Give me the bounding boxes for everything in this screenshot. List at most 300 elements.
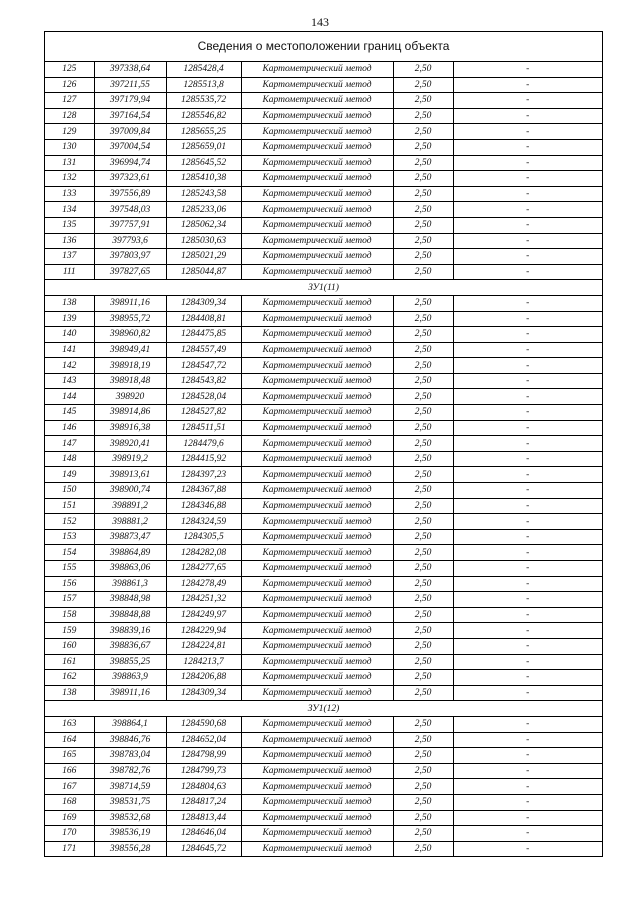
method-cell: Картометрический метод [241, 264, 393, 280]
point-number: 166 [45, 763, 94, 779]
method-cell: Картометрический метод [241, 826, 393, 842]
y-coordinate: 1284813,44 [166, 810, 241, 826]
point-number: 171 [45, 841, 94, 856]
precision-cell: 2,50 [393, 108, 453, 124]
precision-cell: 2,50 [393, 732, 453, 748]
table-row [45, 623, 602, 639]
description-cell: - [453, 607, 602, 623]
description-cell: - [453, 592, 602, 608]
precision-cell: 2,50 [393, 794, 453, 810]
description-cell: - [453, 545, 602, 561]
description-cell: - [453, 826, 602, 842]
y-coordinate: 1285645,52 [166, 155, 241, 171]
method-cell: Картометрический метод [241, 716, 393, 732]
table-row [45, 342, 602, 358]
point-number: 135 [45, 217, 94, 233]
y-coordinate: 1284367,88 [166, 483, 241, 499]
section-row [45, 701, 602, 717]
description-cell: - [453, 327, 602, 343]
point-number: 168 [45, 794, 94, 810]
method-cell: Картометрический метод [241, 514, 393, 530]
x-coordinate: 398848,98 [94, 592, 166, 608]
y-coordinate: 1285428,4 [166, 62, 241, 77]
method-cell: Картометрический метод [241, 155, 393, 171]
point-number: 137 [45, 249, 94, 265]
description-cell: - [453, 483, 602, 499]
description-cell: - [453, 841, 602, 856]
y-coordinate: 1285243,58 [166, 186, 241, 202]
point-number: 144 [45, 389, 94, 405]
table-row [45, 638, 602, 654]
description-cell: - [453, 93, 602, 109]
description-cell: - [453, 794, 602, 810]
x-coordinate: 398920,41 [94, 436, 166, 452]
precision-cell: 2,50 [393, 77, 453, 93]
table-row [45, 794, 602, 810]
table-row [45, 264, 602, 280]
description-cell: - [453, 779, 602, 795]
y-coordinate: 1284229,94 [166, 623, 241, 639]
description-cell: - [453, 623, 602, 639]
y-coordinate: 1284324,59 [166, 514, 241, 530]
method-cell: Картометрический метод [241, 62, 393, 77]
table-row [45, 139, 602, 155]
precision-cell: 2,50 [393, 249, 453, 265]
y-coordinate: 1284646,04 [166, 826, 241, 842]
table-row [45, 607, 602, 623]
point-number: 147 [45, 436, 94, 452]
table-heading: Сведения о местоположении границ объекта [45, 32, 602, 62]
point-number: 148 [45, 451, 94, 467]
method-cell: Картометрический метод [241, 171, 393, 187]
description-cell: - [453, 62, 602, 77]
x-coordinate: 397179,94 [94, 93, 166, 109]
precision-cell: 2,50 [393, 545, 453, 561]
y-coordinate: 1284479,6 [166, 436, 241, 452]
table-row [45, 389, 602, 405]
precision-cell: 2,50 [393, 841, 453, 856]
description-cell: - [453, 373, 602, 389]
precision-cell: 2,50 [393, 483, 453, 499]
table-row [45, 810, 602, 826]
y-coordinate: 1285021,29 [166, 249, 241, 265]
point-number: 158 [45, 607, 94, 623]
precision-cell: 2,50 [393, 763, 453, 779]
point-number: 130 [45, 139, 94, 155]
point-number: 127 [45, 93, 94, 109]
precision-cell: 2,50 [393, 638, 453, 654]
x-coordinate: 398863,06 [94, 561, 166, 577]
table-row [45, 373, 602, 389]
point-number: 160 [45, 638, 94, 654]
y-coordinate: 1285546,82 [166, 108, 241, 124]
method-cell: Картометрический метод [241, 217, 393, 233]
y-coordinate: 1284278,49 [166, 576, 241, 592]
precision-cell: 2,50 [393, 420, 453, 436]
y-coordinate: 1284224,81 [166, 638, 241, 654]
description-cell: - [453, 358, 602, 374]
description-cell: - [453, 451, 602, 467]
precision-cell: 2,50 [393, 62, 453, 77]
y-coordinate: 1284543,82 [166, 373, 241, 389]
precision-cell: 2,50 [393, 607, 453, 623]
precision-cell: 2,50 [393, 358, 453, 374]
x-coordinate: 398891,2 [94, 498, 166, 514]
x-coordinate: 398918,19 [94, 358, 166, 374]
y-coordinate: 1285030,63 [166, 233, 241, 249]
method-cell: Картометрический метод [241, 607, 393, 623]
point-number: 132 [45, 171, 94, 187]
method-cell: Картометрический метод [241, 405, 393, 421]
table-row [45, 311, 602, 327]
table-row [45, 171, 602, 187]
point-number: 151 [45, 498, 94, 514]
y-coordinate: 1284798,99 [166, 748, 241, 764]
precision-cell: 2,50 [393, 295, 453, 311]
table-row [45, 327, 602, 343]
description-cell: - [453, 670, 602, 686]
y-coordinate: 1284305,5 [166, 529, 241, 545]
method-cell: Картометрический метод [241, 124, 393, 140]
coordinates-table [45, 62, 602, 856]
table-row [45, 748, 602, 764]
precision-cell: 2,50 [393, 124, 453, 140]
table-row [45, 561, 602, 577]
x-coordinate: 398881,2 [94, 514, 166, 530]
description-cell: - [453, 124, 602, 140]
page-number: 143 [311, 15, 329, 29]
method-cell: Картометрический метод [241, 498, 393, 514]
x-coordinate: 398531,75 [94, 794, 166, 810]
point-number: 138 [45, 295, 94, 311]
description-cell: - [453, 233, 602, 249]
precision-cell: 2,50 [393, 779, 453, 795]
table-row [45, 405, 602, 421]
precision-cell: 2,50 [393, 186, 453, 202]
precision-cell: 2,50 [393, 202, 453, 218]
method-cell: Картометрический метод [241, 311, 393, 327]
x-coordinate: 397164,54 [94, 108, 166, 124]
table-row [45, 498, 602, 514]
description-cell: - [453, 748, 602, 764]
point-number: 126 [45, 77, 94, 93]
x-coordinate: 397338,64 [94, 62, 166, 77]
table-row [45, 155, 602, 171]
x-coordinate: 397004,54 [94, 139, 166, 155]
x-coordinate: 397757,91 [94, 217, 166, 233]
x-coordinate: 398949,41 [94, 342, 166, 358]
precision-cell: 2,50 [393, 670, 453, 686]
table-row [45, 202, 602, 218]
y-coordinate: 1285044,87 [166, 264, 241, 280]
point-number: 142 [45, 358, 94, 374]
x-coordinate: 397548,03 [94, 202, 166, 218]
point-number: 163 [45, 716, 94, 732]
x-coordinate: 398919,2 [94, 451, 166, 467]
point-number: 140 [45, 327, 94, 343]
point-number: 157 [45, 592, 94, 608]
method-cell: Картометрический метод [241, 623, 393, 639]
method-cell: Картометрический метод [241, 592, 393, 608]
point-number: 153 [45, 529, 94, 545]
x-coordinate: 398863,9 [94, 670, 166, 686]
method-cell: Картометрический метод [241, 748, 393, 764]
precision-cell: 2,50 [393, 233, 453, 249]
y-coordinate: 1284206,88 [166, 670, 241, 686]
boundary-table-sheet [44, 31, 603, 857]
table-row [45, 124, 602, 140]
x-coordinate: 398911,16 [94, 295, 166, 311]
precision-cell: 2,50 [393, 217, 453, 233]
y-coordinate: 1284590,68 [166, 716, 241, 732]
table-row [45, 732, 602, 748]
description-cell: - [453, 249, 602, 265]
description-cell: - [453, 186, 602, 202]
x-coordinate: 398918,48 [94, 373, 166, 389]
point-number: 152 [45, 514, 94, 530]
y-coordinate: 1284547,72 [166, 358, 241, 374]
description-cell: - [453, 732, 602, 748]
table-row [45, 529, 602, 545]
point-number: 141 [45, 342, 94, 358]
point-number: 125 [45, 62, 94, 77]
description-cell: - [453, 202, 602, 218]
x-coordinate: 398960,82 [94, 327, 166, 343]
precision-cell: 2,50 [393, 171, 453, 187]
description-cell: - [453, 654, 602, 670]
method-cell: Картометрический метод [241, 561, 393, 577]
x-coordinate: 398848,88 [94, 607, 166, 623]
description-cell: - [453, 561, 602, 577]
point-number: 156 [45, 576, 94, 592]
method-cell: Картометрический метод [241, 108, 393, 124]
table-row [45, 763, 602, 779]
precision-cell: 2,50 [393, 529, 453, 545]
precision-cell: 2,50 [393, 311, 453, 327]
method-cell: Картометрический метод [241, 467, 393, 483]
x-coordinate: 398556,28 [94, 841, 166, 856]
x-coordinate: 398855,25 [94, 654, 166, 670]
y-coordinate: 1284346,88 [166, 498, 241, 514]
point-number: 138 [45, 685, 94, 701]
method-cell: Картометрический метод [241, 327, 393, 343]
point-number: 170 [45, 826, 94, 842]
method-cell: Картометрический метод [241, 139, 393, 155]
x-coordinate: 398782,76 [94, 763, 166, 779]
x-coordinate: 398783,04 [94, 748, 166, 764]
x-coordinate: 398864,1 [94, 716, 166, 732]
description-cell: - [453, 514, 602, 530]
precision-cell: 2,50 [393, 327, 453, 343]
point-number: 128 [45, 108, 94, 124]
point-number: 146 [45, 420, 94, 436]
precision-cell: 2,50 [393, 436, 453, 452]
method-cell: Картометрический метод [241, 93, 393, 109]
y-coordinate: 1285410,38 [166, 171, 241, 187]
table-row [45, 436, 602, 452]
table-row [45, 93, 602, 109]
table-row [45, 420, 602, 436]
x-coordinate: 398955,72 [94, 311, 166, 327]
y-coordinate: 1284475,85 [166, 327, 241, 343]
description-cell: - [453, 311, 602, 327]
description-cell: - [453, 108, 602, 124]
description-cell: - [453, 420, 602, 436]
table-row [45, 545, 602, 561]
y-coordinate: 1284249,97 [166, 607, 241, 623]
section-label: ЗУ1(11) [45, 280, 602, 296]
point-number: 154 [45, 545, 94, 561]
x-coordinate: 398900,74 [94, 483, 166, 499]
table-row [45, 62, 602, 77]
method-cell: Картометрический метод [241, 295, 393, 311]
method-cell: Картометрический метод [241, 233, 393, 249]
x-coordinate: 398916,38 [94, 420, 166, 436]
precision-cell: 2,50 [393, 373, 453, 389]
y-coordinate: 1285659,01 [166, 139, 241, 155]
point-number: 134 [45, 202, 94, 218]
method-cell: Картометрический метод [241, 654, 393, 670]
precision-cell: 2,50 [393, 467, 453, 483]
method-cell: Картометрический метод [241, 529, 393, 545]
x-coordinate: 398873,47 [94, 529, 166, 545]
table-row [45, 108, 602, 124]
method-cell: Картометрический метод [241, 436, 393, 452]
description-cell: - [453, 529, 602, 545]
point-number: 162 [45, 670, 94, 686]
y-coordinate: 1284645,72 [166, 841, 241, 856]
table-row [45, 826, 602, 842]
point-number: 133 [45, 186, 94, 202]
y-coordinate: 1284652,04 [166, 732, 241, 748]
precision-cell: 2,50 [393, 561, 453, 577]
precision-cell: 2,50 [393, 826, 453, 842]
y-coordinate: 1285655,25 [166, 124, 241, 140]
method-cell: Картометрический метод [241, 358, 393, 374]
table-row [45, 358, 602, 374]
description-cell: - [453, 342, 602, 358]
y-coordinate: 1284415,92 [166, 451, 241, 467]
x-coordinate: 398911,16 [94, 685, 166, 701]
y-coordinate: 1284397,23 [166, 467, 241, 483]
point-number: 111 [45, 264, 94, 280]
x-coordinate: 397009,84 [94, 124, 166, 140]
x-coordinate: 397793,6 [94, 233, 166, 249]
method-cell: Картометрический метод [241, 670, 393, 686]
x-coordinate: 397827,65 [94, 264, 166, 280]
description-cell: - [453, 171, 602, 187]
precision-cell: 2,50 [393, 139, 453, 155]
table-row [45, 249, 602, 265]
method-cell: Картометрический метод [241, 342, 393, 358]
point-number: 161 [45, 654, 94, 670]
precision-cell: 2,50 [393, 264, 453, 280]
y-coordinate: 1284251,32 [166, 592, 241, 608]
description-cell: - [453, 638, 602, 654]
method-cell: Картометрический метод [241, 77, 393, 93]
table-row [45, 451, 602, 467]
x-coordinate: 398714,59 [94, 779, 166, 795]
table-row [45, 592, 602, 608]
description-cell: - [453, 139, 602, 155]
description-cell: - [453, 716, 602, 732]
x-coordinate: 398914,86 [94, 405, 166, 421]
precision-cell: 2,50 [393, 576, 453, 592]
x-coordinate: 396994,74 [94, 155, 166, 171]
y-coordinate: 1284557,49 [166, 342, 241, 358]
method-cell: Картометрический метод [241, 420, 393, 436]
table-row [45, 576, 602, 592]
method-cell: Картометрический метод [241, 638, 393, 654]
point-number: 165 [45, 748, 94, 764]
method-cell: Картометрический метод [241, 373, 393, 389]
y-coordinate: 1285513,8 [166, 77, 241, 93]
precision-cell: 2,50 [393, 405, 453, 421]
y-coordinate: 1284527,82 [166, 405, 241, 421]
table-row [45, 233, 602, 249]
description-cell: - [453, 436, 602, 452]
precision-cell: 2,50 [393, 514, 453, 530]
method-cell: Картометрический метод [241, 186, 393, 202]
point-number: 131 [45, 155, 94, 171]
point-number: 143 [45, 373, 94, 389]
table-row [45, 654, 602, 670]
y-coordinate: 1285233,06 [166, 202, 241, 218]
table-row [45, 685, 602, 701]
x-coordinate: 398920 [94, 389, 166, 405]
y-coordinate: 1284799,73 [166, 763, 241, 779]
table-row [45, 295, 602, 311]
point-number: 159 [45, 623, 94, 639]
y-coordinate: 1284282,08 [166, 545, 241, 561]
table-row [45, 467, 602, 483]
table-row [45, 779, 602, 795]
description-cell: - [453, 763, 602, 779]
table-row [45, 483, 602, 499]
y-coordinate: 1284817,24 [166, 794, 241, 810]
y-coordinate: 1284804,63 [166, 779, 241, 795]
precision-cell: 2,50 [393, 810, 453, 826]
description-cell: - [453, 264, 602, 280]
description-cell: - [453, 576, 602, 592]
x-coordinate: 398861,3 [94, 576, 166, 592]
x-coordinate: 398839,16 [94, 623, 166, 639]
description-cell: - [453, 685, 602, 701]
table-row [45, 841, 602, 856]
point-number: 145 [45, 405, 94, 421]
x-coordinate: 398864,89 [94, 545, 166, 561]
method-cell: Картометрический метод [241, 732, 393, 748]
table-row [45, 186, 602, 202]
point-number: 139 [45, 311, 94, 327]
description-cell: - [453, 405, 602, 421]
x-coordinate: 398532,68 [94, 810, 166, 826]
section-label: ЗУ1(12) [45, 701, 602, 717]
point-number: 136 [45, 233, 94, 249]
method-cell: Картометрический метод [241, 483, 393, 499]
point-number: 129 [45, 124, 94, 140]
section-row [45, 280, 602, 296]
description-cell: - [453, 810, 602, 826]
y-coordinate: 1284511,51 [166, 420, 241, 436]
x-coordinate: 398913,61 [94, 467, 166, 483]
x-coordinate: 397211,55 [94, 77, 166, 93]
y-coordinate: 1284528,04 [166, 389, 241, 405]
precision-cell: 2,50 [393, 716, 453, 732]
precision-cell: 2,50 [393, 155, 453, 171]
method-cell: Картометрический метод [241, 685, 393, 701]
y-coordinate: 1284408,81 [166, 311, 241, 327]
